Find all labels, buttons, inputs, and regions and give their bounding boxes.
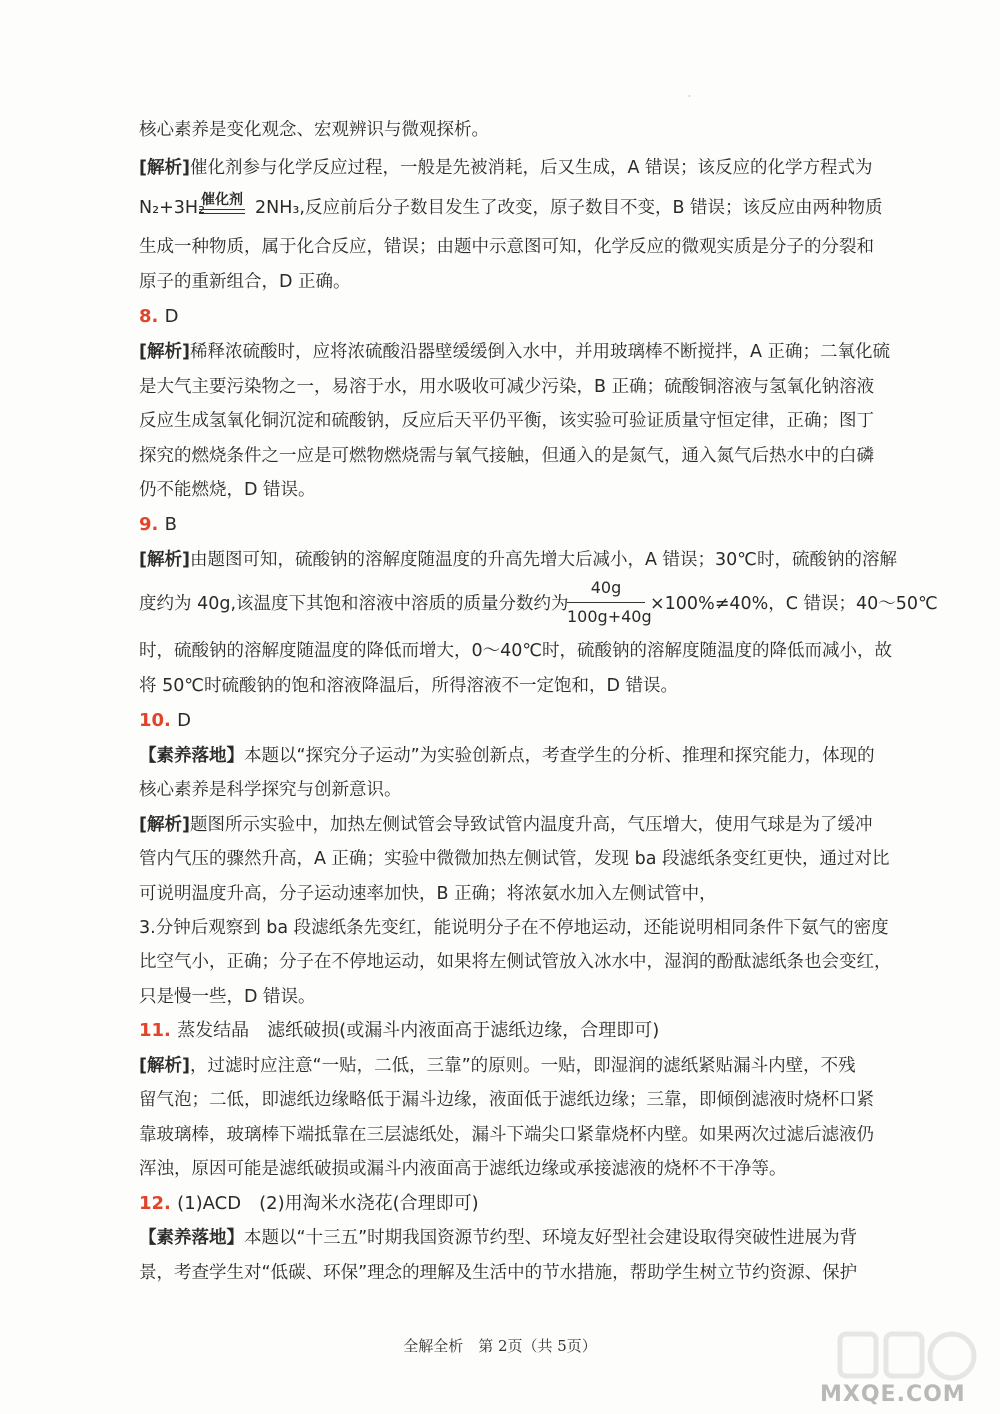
text-line: 可说明温度升高，分子运动速率加快，B 正确；将浓氨水加入左侧试管中， <box>139 884 717 904</box>
text-line: 管内气压的骤然升高，A 正确；实验中微微加热左侧试管，发现 ba 段滤纸条变红更快，通过对比 <box>139 849 890 869</box>
equals-bar <box>199 213 245 214</box>
equals-bar <box>199 209 245 210</box>
text-line: 靠玻璃棒，玻璃棒下端抵靠在三层滤纸处，漏斗下端尖口紧靠烧杯内壁。如果两次过滤后滤液仍 <box>139 1125 874 1145</box>
fraction-denominator: 100g+40g <box>567 607 652 626</box>
text-line: 2NH₃,反应前后分子数目发生了改变，原子数目不变，B 错误；该反应由两种物质 <box>255 198 883 218</box>
text-line: 时，硫酸钠的溶解度随温度的降低而增大，0～40℃时，硫酸钠的溶解度随温度的降低而减小，故 <box>139 641 893 661</box>
question-number: 10. D <box>139 710 192 731</box>
watermark-text: MXQE.COM <box>820 1382 966 1407</box>
text-line: 反应生成氢氧化铜沉淀和硫酸钠，反应后天平仍平衡，该实验可验证质量守恒定律，正确；图丁 <box>139 411 874 431</box>
text-line: 原子的重新组合，D 正确。 <box>139 272 351 292</box>
text-line: 留气泡；二低，即滤纸边缘略低于漏斗边缘，液面低于滤纸边缘；三靠，即倾倒滤液时烧杯口紧 <box>139 1090 874 1110</box>
page-footer: 全解全析 第 2页（共 5页） <box>403 1337 597 1355</box>
analysis-label: [解析] <box>139 342 190 362</box>
analysis-label: [解析] <box>139 1056 190 1076</box>
question-number: 8. D <box>139 306 179 327</box>
fraction-bar <box>567 602 645 603</box>
text-line: 景，考查学生对“低碳、环保”理念的理解及生活中的节水措施，帮助学生树立节约资源、保护 <box>139 1263 858 1283</box>
text-line: 度约为 40g,该温度下其饱和溶液中溶质的质量分数约为 <box>139 594 569 614</box>
text-line: [解析]催化剂参与化学反应过程，一般是先被消耗，后又生成，A 错误；该反应的化学方程式为 <box>139 158 873 178</box>
text-line: 只是慢一些，D 错误。 <box>139 987 316 1007</box>
text-line: [解析]由题图可知，硫酸钠的溶解度随温度的升高先增大后减小，A 错误；30℃时，硫酸钠的溶解 <box>139 550 897 570</box>
question-number: 12. (1)ACD (2)用淘米水浇花(合理即可) <box>139 1193 479 1214</box>
text-line: 将 50℃时硫酸钠的饱和溶液降温后，所得溶液不一定饱和，D 错误。 <box>139 676 679 696</box>
question-number: 11. 蒸发结晶 滤纸破损(或漏斗内液面高于滤纸边缘，合理即可) <box>139 1020 660 1041</box>
literacy-label: 【素养落地】 <box>139 1228 244 1248</box>
text-line: ×100%≠40%，C 错误；40～50℃ <box>650 594 938 614</box>
analysis-label: [解析] <box>139 158 190 178</box>
text-line: 【素养落地】本题以“探究分子运动”为实验创新点，考查学生的分析、推理和探究能力，体现的 <box>139 746 875 766</box>
text-line: 仍不能燃烧，D 错误。 <box>139 480 316 500</box>
text-line: [解析]题图所示实验中，加热左侧试管会导致试管内温度升高，气压增大，使用气球是为了缓冲 <box>139 815 873 835</box>
text-line: 是大气主要污染物之一，易溶于水，用水吸收可减少污染，B 正确；硫酸铜溶液与氢氧化钠溶液 <box>139 377 875 397</box>
text-line: 核心素养是变化观念、宏观辨识与微观探析。 <box>139 120 489 140</box>
literacy-label: 【素养落地】 <box>139 746 244 766</box>
answer: B <box>164 514 178 535</box>
question-number: 9. B <box>139 514 178 535</box>
catalyst-label: 催化剂 <box>201 192 243 208</box>
analysis-label: [解析] <box>139 550 190 570</box>
answer: D <box>164 306 179 327</box>
answer: 蒸发结晶 滤纸破损(或漏斗内液面高于滤纸边缘，合理即可) <box>177 1020 660 1041</box>
text-line: 浑浊，原因可能是滤纸破损或漏斗内液面高于滤纸边缘或承接滤液的烧杯不干净等。 <box>139 1159 787 1179</box>
text-line: 比空气小，正确；分子在不停地运动，如果将左侧试管放入冰水中，湿润的酚酞滤纸条也会变红， <box>139 952 892 972</box>
text-line: 【素养落地】本题以“十三五”时期我国资源节约型、环境友好型社会建设取得突破性进展为背 <box>139 1228 858 1248</box>
text-line: 核心素养是科学探究与创新意识。 <box>139 780 402 800</box>
fraction-numerator: 40g <box>590 578 622 597</box>
text-line: 生成一种物质，属于化合反应，错误；由题中示意图可知，化学反应的微观实质是分子的分裂和 <box>139 237 874 257</box>
text-line: [解析]稀释浓硫酸时，应将浓硫酸沿器壁缓缓倒入水中，并用玻璃棒不断搅拌，A 正确；二氧化硫 <box>139 342 891 362</box>
text-line: 探究的燃烧条件之一应是可燃物燃烧需与氧气接触，但通入的是氮气，通入氮气后热水中的白磷 <box>139 446 874 466</box>
catalyst-arrow <box>197 189 247 223</box>
text-line: [解析]，过滤时应注意“一贴，二低，三靠”的原则。一贴，即湿润的滤纸紧贴漏斗内壁，不残 <box>139 1056 856 1076</box>
text-line: 3.分钟后观察到 ba 段滤纸条先变红，能说明分子在不停地运动，还能说明相同条件下氨气的密度 <box>139 918 889 938</box>
text-line: N₂+3H₂ <box>139 198 206 218</box>
answer: D <box>177 710 192 731</box>
speck: · <box>688 92 691 101</box>
answer: (1)ACD (2)用淘米水浇花(合理即可) <box>177 1193 479 1214</box>
analysis-label: [解析] <box>139 815 190 835</box>
